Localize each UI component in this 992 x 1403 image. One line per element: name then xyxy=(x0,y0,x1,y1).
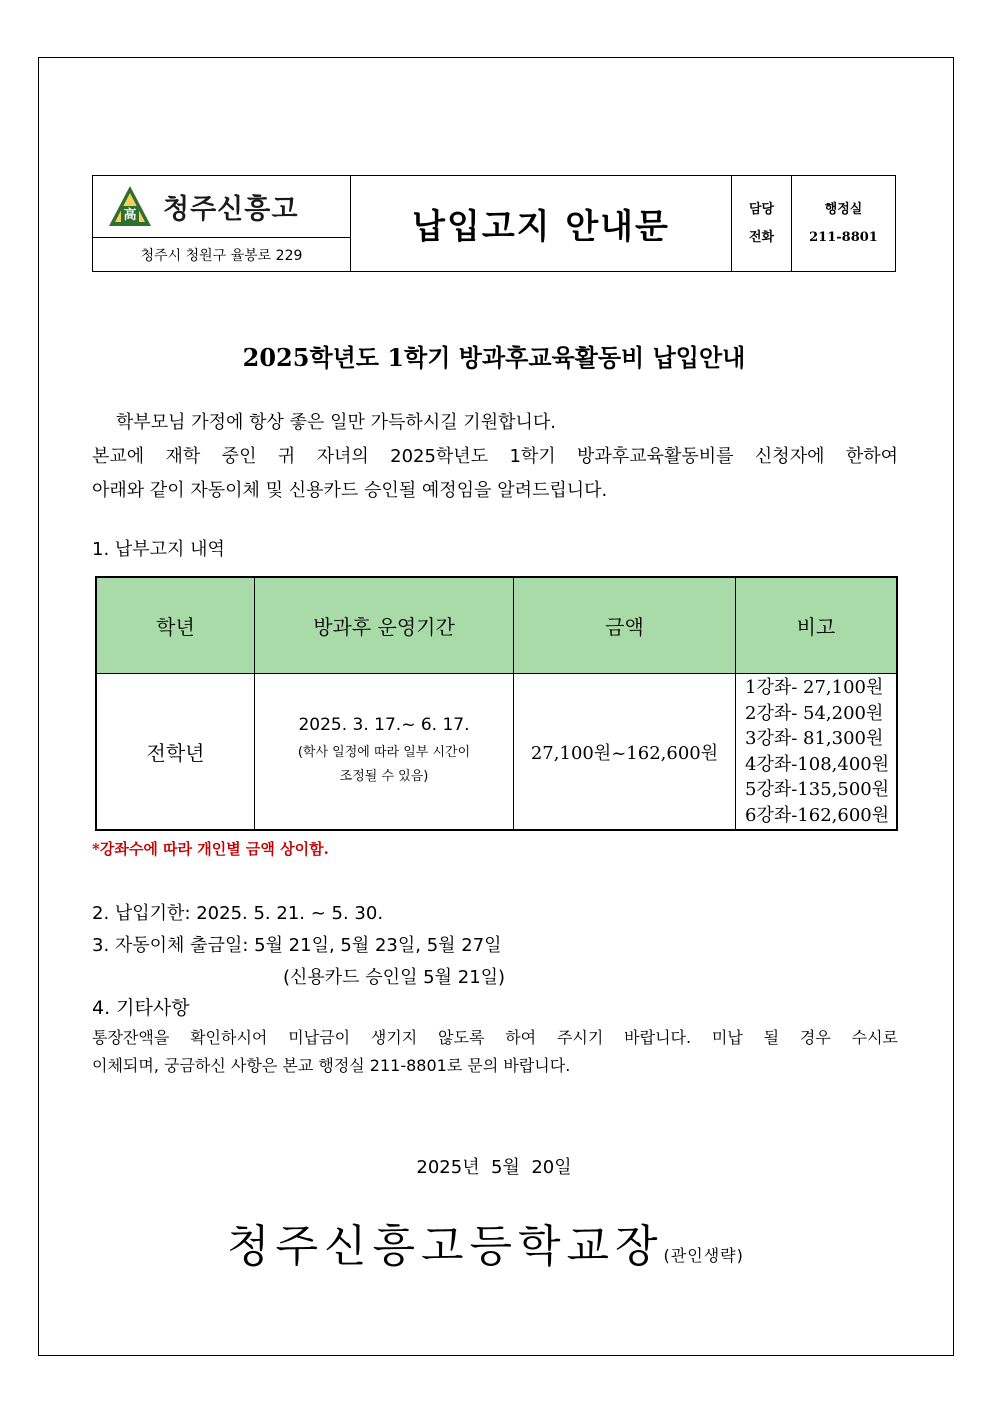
page-title: 2025학년도 1학기 방과후교육활동비 납입안내 xyxy=(242,343,746,372)
column-header-period: 방과후 운영기간 xyxy=(255,577,514,674)
intro-line-3: 아래와 같이 자동이체 및 신용카드 승인될 예정임을 알려드립니다. xyxy=(92,480,608,501)
contact-labels xyxy=(732,176,792,271)
intro-line-2: 본교에 재학 중인 귀 자녀의 2025학년도 1학기 방과후교육활동비를 신청자에 한하여 xyxy=(92,446,898,467)
note-line: 1강좌- 27,100원 xyxy=(745,677,884,698)
contact-phone: 211-8801 xyxy=(809,229,878,245)
fee-table xyxy=(95,576,898,831)
contact-dept: 행정실 xyxy=(824,201,863,217)
column-header-grade: 학년 xyxy=(96,577,255,674)
note-line: 2강좌- 54,200원 xyxy=(745,702,884,724)
school-name: 청주신흥고 xyxy=(163,194,299,225)
period-note-2: 조정될 수 있음) xyxy=(339,768,429,784)
section-heading-fees: 1. 납부고지 내역 xyxy=(92,539,225,560)
cell-period xyxy=(255,674,514,831)
auto-debit-dates: 3. 자동이체 출금일: 5월 21일, 5월 23일, 5월 27일 xyxy=(92,935,502,956)
contact-values xyxy=(792,176,895,271)
fee-warning: *강좌수에 따라 개인별 금액 상이함. xyxy=(92,840,329,858)
school-logo-block xyxy=(93,176,351,238)
note-line: 5강좌-135,500원 xyxy=(745,779,890,800)
period-note-1: (학사 일정에 따라 일부 시간이 xyxy=(297,744,471,760)
cell-grade: 전학년 xyxy=(96,674,255,831)
school-emblem-icon xyxy=(107,184,153,230)
section-heading-etc: 4. 기타사항 xyxy=(92,997,190,1019)
seal-note: (관인생략) xyxy=(663,1246,744,1265)
cell-note xyxy=(736,674,898,831)
notice-type-title: 납입고지 안내문 xyxy=(351,176,732,271)
intro-paragraph xyxy=(92,406,898,508)
emblem-char: 高 xyxy=(123,207,137,223)
contact-label-person: 담당 xyxy=(748,201,775,217)
etc-body xyxy=(92,1024,898,1080)
intro-line-1: 학부모님 가정에 항상 좋은 일만 가득하시길 기원합니다. xyxy=(116,412,556,433)
period-dates: 2025. 3. 17.~ 6. 17. xyxy=(298,714,470,735)
column-header-note: 비고 xyxy=(736,577,898,674)
payment-deadline: 2. 납입기한: 2025. 5. 21. ~ 5. 30. xyxy=(92,903,384,924)
note-line: 4강좌-108,400원 xyxy=(745,753,890,775)
contact-label-phone: 전화 xyxy=(748,229,775,245)
cell-amount: 27,100원~162,600원 xyxy=(514,674,736,831)
school-address: 청주시 청원구 율봉로 229 xyxy=(93,238,351,271)
letterhead xyxy=(92,175,896,272)
etc-body-line-1: 통장잔액을 확인하시어 미납금이 생기지 않도록 하여 주시기 바랍니다. 미납 될 경우 수시로 xyxy=(92,1028,898,1047)
fee-table-header-row xyxy=(96,577,897,674)
signer-name: 청주신흥고등학교장 xyxy=(227,1221,664,1272)
card-approval-date: (신용카드 승인일 5월 21일) xyxy=(283,967,506,988)
note-line: 6강좌-162,600원 xyxy=(745,804,890,826)
table-row xyxy=(96,674,897,831)
signer xyxy=(227,1210,744,1274)
note-line: 3강좌- 81,300원 xyxy=(745,728,884,749)
notice-date-text: 2025년 5월 20일 xyxy=(416,1157,572,1178)
etc-body-line-2: 이체되며, 궁금하신 사항은 본교 행정실 211-8801로 문의 바랍니다. xyxy=(92,1056,571,1075)
notice-date xyxy=(92,1153,896,1179)
column-header-amount: 금액 xyxy=(514,577,736,674)
